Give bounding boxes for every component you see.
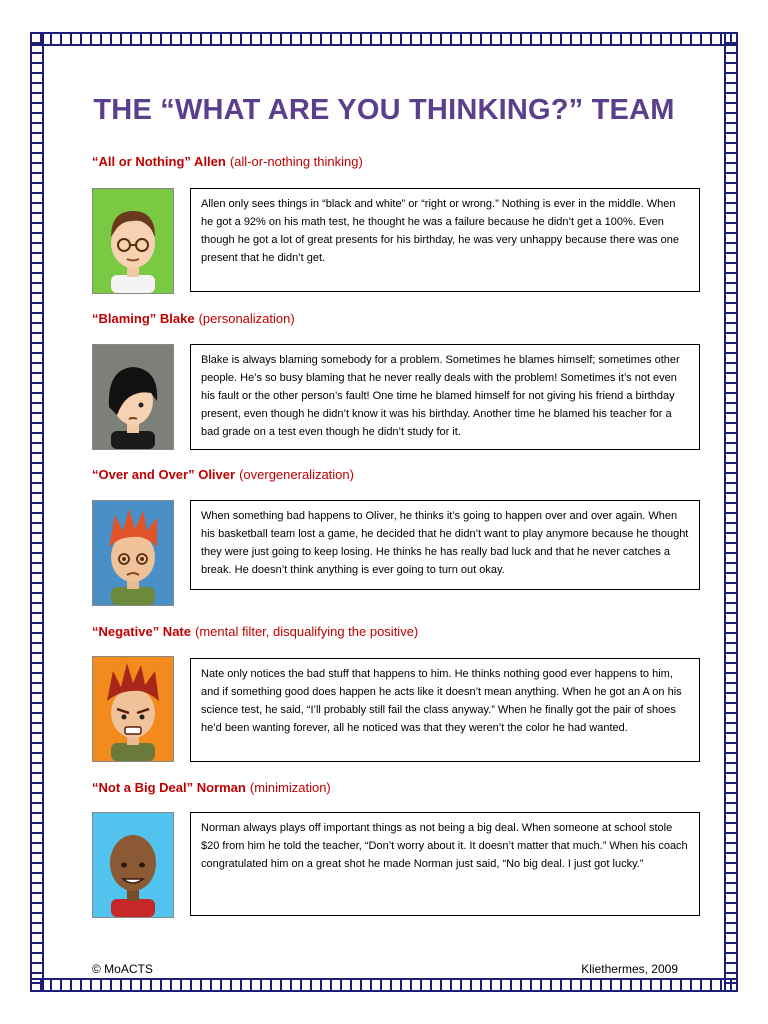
character-name: “Negative” Nate bbox=[92, 624, 191, 639]
character-distortion: (minimization) bbox=[249, 780, 331, 795]
character-distortion: (mental filter, disqualifying the positive) bbox=[194, 624, 419, 639]
page-border-bottom bbox=[30, 978, 738, 992]
avatar-nate-illustration bbox=[93, 657, 173, 761]
character-name: “Not a Big Deal” Norman bbox=[92, 780, 246, 795]
character-name: “Over and Over” Oliver bbox=[92, 467, 236, 482]
avatar-allen bbox=[92, 188, 174, 294]
page-title: THE “WHAT ARE YOU THINKING?” TEAM bbox=[93, 94, 675, 126]
character-description-blake: Blake is always blaming somebody for a problem. Sometimes he blames himself; sometimes other people. He’s so busy blaming that he never really deals with the problem! Sometimes it’s not even his fault or the other person’s fault! One time he blamed himself for not giving his friend a birthday present, even though he didn’t know it was his birthday. Another time he blamed his teacher for a bad grade on a test even though he didn’t study for it. bbox=[190, 344, 700, 450]
footer-author-year: Kliethermes, 2009 bbox=[581, 962, 678, 976]
character-heading-allen bbox=[92, 154, 363, 169]
avatar-norman-illustration bbox=[93, 813, 173, 917]
character-heading-norman bbox=[92, 780, 331, 795]
footer-copyright: © MoACTS bbox=[92, 962, 153, 976]
avatar-nate bbox=[92, 656, 174, 762]
avatar-oliver bbox=[92, 500, 174, 606]
avatar-norman bbox=[92, 812, 174, 918]
character-description-oliver: When something bad happens to Oliver, he thinks it’s going to happen over and over again. When his basketball team lost a game, he decided that he didn’t want to play anymore because he thought they were just going to keep losing. He thinks he has really bad luck and that he never catches a break. He doesn’t think anything is ever going to turn out okay. bbox=[190, 500, 700, 590]
character-distortion: (all-or-nothing thinking) bbox=[229, 154, 363, 169]
avatar-allen-illustration bbox=[93, 189, 173, 293]
character-heading-blake bbox=[92, 311, 295, 326]
character-description-nate: Nate only notices the bad stuff that happens to him. He thinks nothing good ever happens to him, and if something good does happen he acts like it doesn’t mean anything. When he got an A on his science test, he said, “I’ll probably still fail the class anyway.” When he finally got the pair of shoes he’d been wanting forever, all he noticed was that they weren’t the color he had wanted. bbox=[190, 658, 700, 762]
character-description-allen: Allen only sees things in “black and white” or “right or wrong.” Nothing is ever in the middle. When he got a 92% on his math test, he thought he was a failure because he didn’t get a 100%. Even though he got a lot of great presents for his birthday, he was very unhappy because there was one present that he didn’t get. bbox=[190, 188, 700, 292]
page-border-right bbox=[724, 32, 738, 992]
character-heading-oliver bbox=[92, 467, 354, 482]
character-distortion: (personalization) bbox=[198, 311, 295, 326]
avatar-blake bbox=[92, 344, 174, 450]
avatar-blake-illustration bbox=[93, 345, 173, 449]
character-name: “All or Nothing” Allen bbox=[92, 154, 226, 169]
page-border-top bbox=[30, 32, 738, 46]
character-distortion: (overgeneralization) bbox=[239, 467, 354, 482]
page-border-left bbox=[30, 32, 44, 992]
character-heading-nate bbox=[92, 624, 418, 639]
character-name: “Blaming” Blake bbox=[92, 311, 195, 326]
avatar-oliver-illustration bbox=[93, 501, 173, 605]
character-description-norman: Norman always plays off important things as not being a big deal. When someone at school stole $20 from him he told the teacher, “Don’t worry about it. It doesn’t matter that much.” When his coach congratulated him on a great shot he made Norman just said, “No big deal. I just got lucky.” bbox=[190, 812, 700, 916]
